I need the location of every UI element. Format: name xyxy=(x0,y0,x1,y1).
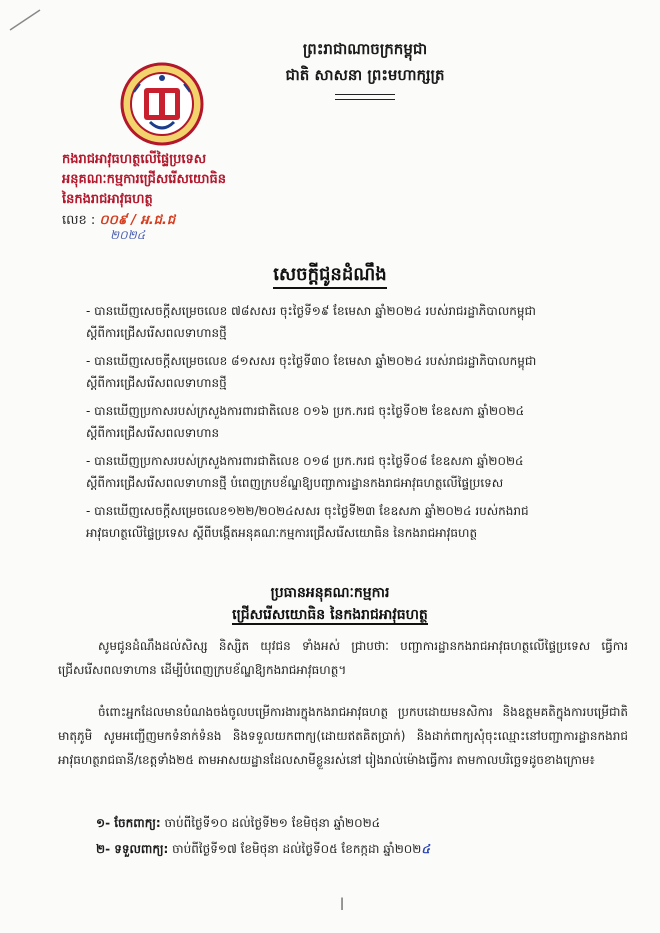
reference-handwritten-number: ០០៩ xyxy=(99,213,128,228)
issuer-heading-line-1: ប្រធានអនុគណៈកម្មការ xyxy=(270,585,390,601)
document-title: សេចក្តីជូនដំណឹង xyxy=(0,262,660,289)
page-mark: | xyxy=(340,896,345,910)
reference-label: លេខ : xyxy=(62,213,96,228)
issuer-heading-line-2: ជ្រើសរើសយោធិន នៃកងរាជអាវុធហត្ថ xyxy=(232,607,428,623)
header-ornament xyxy=(335,94,395,100)
schedule-item xyxy=(96,810,566,836)
handwritten-year-digit: ៤ xyxy=(421,842,430,856)
schedule-list xyxy=(96,810,566,862)
national-motto: ជាតិ សាសនា ព្រះមហាក្សត្រ xyxy=(285,66,445,84)
reference-number xyxy=(62,210,322,247)
schedule-item-text: ចាប់ពីថ្ងៃទី១០ ដល់ថ្ងៃទី២១ ខែមិថុនា ឆ្នាំ២០២៤ xyxy=(164,816,381,830)
agency-line-2: អនុគណៈកម្មការជ្រើសរើសយោធិន xyxy=(62,172,226,187)
list-item: - បានឃើញប្រកាសរបស់ក្រសួងការពារជាតិលេខ ០១៨ ប្រក.ករជ ចុះថ្ងៃទី០៨ ខែឧសភា ឆ្នាំ២០២៤ ស្តីពីការជ្រើសរើសពលទាហានថ្មី បំពេញក្របខ័ណ្ឌឱ្យបញ្ជាការដ្ឋានកងរាជអាវុធហត្ថលើផ្ទៃប្រទេស xyxy=(86,454,524,490)
references-list xyxy=(86,300,626,550)
kingdom-header xyxy=(250,36,480,100)
schedule-item-label: ១- ចែកពាក្យ: xyxy=(96,816,161,830)
list-item: - បានឃើញសេចក្តីសម្រេចលេខ ៧៨សសរ ចុះថ្ងៃទី១៩ ខែមេសា ឆ្នាំ២០២៤ របស់រាជរដ្ឋាភិបាលកម្ពុជា ស្តីពីការជ្រើសរើសពលទាហានថ្មី xyxy=(86,304,536,340)
reference-suffix: / អ.ជ.ជ xyxy=(131,213,176,228)
issuing-agency xyxy=(62,150,322,247)
list-item: - បានឃើញសេចក្តីសម្រេចលេខ១២២/២០២៤សសរ ចុះថ្ងៃទី២៣ ខែឧសភា ឆ្នាំ២០២៤ របស់កងរាជ អាវុធហត្ថលើផ្ទៃប្រទេស ស្តីពីបង្កើតអនុគណៈកម្មការជ្រើសរើសយោធិន នៃកងរាជអាវុធហត្ថ xyxy=(86,504,529,540)
agency-line-3: នៃកងរាជអាវុធហត្ថ xyxy=(62,192,153,207)
list-item: - បានឃើញសេចក្តីសម្រេចលេខ ៨១សសរ ចុះថ្ងៃទី៣០ ខែមេសា ឆ្នាំ២០២៤ របស់រាជរដ្ឋាភិបាលកម្ពុជា ស្តីពីការជ្រើសរើសពលទាហានថ្មី xyxy=(86,354,537,390)
schedule-item-text: ចាប់ពីថ្ងៃទី១៧ ខែមិថុនា ដល់ថ្ងៃទី០៥ ខែកក្កដា ឆ្នាំ២០២ xyxy=(172,842,422,856)
list-item: - បានឃើញប្រកាសរបស់ក្រសួងការពារជាតិលេខ ០១៦ ប្រក.ករជ ចុះថ្ងៃទី០២ ខែឧសភា ឆ្នាំ២០២៤ ស្តីពីការជ្រើសរើសពលទាហាន xyxy=(86,404,525,440)
scan-mark xyxy=(6,4,46,34)
reference-year: ២០២៤ xyxy=(110,228,146,242)
schedule-item xyxy=(96,836,566,862)
kingdom-title: ព្រះរាជាណាចក្រកម្ពុជា xyxy=(302,40,428,58)
issuer-heading xyxy=(0,582,660,626)
schedule-item-label: ២- ទទួលពាក្យ: xyxy=(96,842,169,856)
application-paragraph: ចំពោះអ្នកដែលមានបំណងចង់ចូលបម្រើការងារក្នុងកងរាជអាវុធហត្ថ ប្រកបដោយមនសិការ និងឧត្តមគតិក្នុងការបម្រើជាតិមាតុភូមិ សូមអញ្ជើញមកទំនាក់ទំនង និងទទួលយកពាក្យ(ដោយឥតគិតប្រាក់) និងដាក់ពាក្យសុំចុះឈ្មោះនៅបញ្ជាការដ្ឋានកងរាជអាវុធហត្ថរាជធានី/ខេត្តទាំង២៥ តាមអាសយដ្ឋានដែលសាមីខ្លួនរស់នៅ រៀងរាល់ម៉ោងធ្វើការ តាមកាលបរិច្ឆេទដូចខាងក្រោម៖ xyxy=(58,705,628,767)
agency-line-1: កងរាជអាវុធហត្ថលើផ្ទៃប្រទេស xyxy=(62,152,207,167)
gendarmerie-emblem-logo xyxy=(120,62,204,146)
announcement-paragraph: សូមជូនដំណឹងដល់សិស្ស និស្សិត យុវជន ទាំងអស់ ជ្រាបថាៈ បញ្ជាការដ្ឋានកងរាជអាវុធហត្ថលើផ្ទៃប្រទេស ធ្វើការជ្រើសរើសពលទាហាន ដើម្បីបំពេញក្របខ័ណ្ឌឱ្យកងរាជអាវុធហត្ថ។ xyxy=(58,639,628,677)
